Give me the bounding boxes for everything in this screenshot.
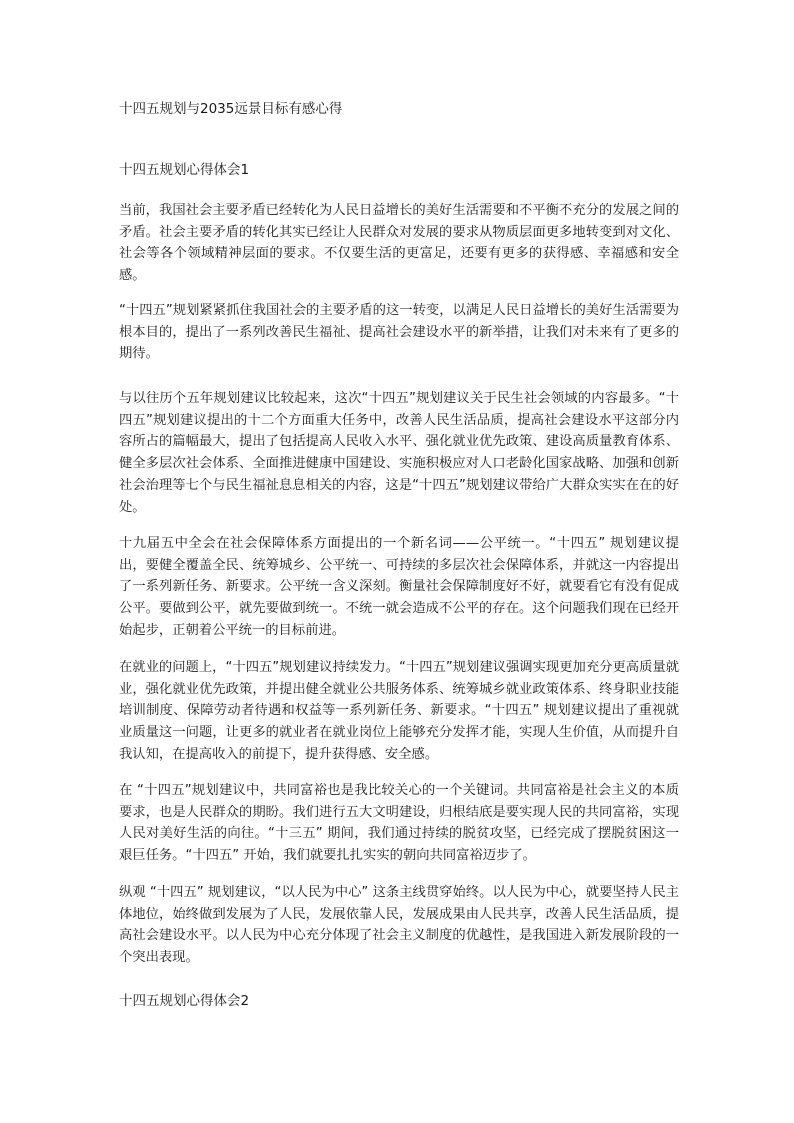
document-title: 十四五规划与2035远景目标有感心得	[119, 101, 343, 117]
paragraph-2: “十四五”规划紧紧抓住我国社会的主要矛盾的这一转变，以满足人民日益增长的美好生活需要为根本目的，提出了一系列改善民生福祉、提高社会建设水平的新举措，让我们对未来有了更多的期待。	[119, 303, 679, 362]
section-heading-1: 十四五规划心得体会1	[119, 162, 250, 178]
paragraph-1: 当前，我国社会主要矛盾已经转化为人民日益增长的美好生活需要和不平衡不充分的发展之间的矛盾。社会主要矛盾的转化其实已经让人民群众对发展的要求从物质层面更多地转变到对文化、社会等各个领域精神层面的要求。不仅要生活的更富足，还要有更多的获得感、幸福感和安全感。	[119, 203, 679, 284]
paragraph-4: 十九届五中全会在社会保障体系方面提出的一个新名词——公平统一。“十四五” 规划建议提出，要健全覆盖全民、统筹城乡、公平统一、可持续的多层次社会保障体系，并就这一内容提出了一系列新任务、新要求。公平统一含义深刻。衡量社会保障制度好不好，就要看它有没有促成公平。要做到公平，就先要做到统一。不统一就会造成不公平的存在。这个问题我们现在已经开始起步，正朝着公平统一的目标前进。	[119, 536, 679, 638]
paragraph-6: 在 “十四五”规划建议中，共同富裕也是我比较关心的一个关键词。共同富裕是社会主义的本质要求，也是人民群众的期盼。我们进行五大文明建设，归根结底是要实现人民的共同富裕，实现人民对美好生活的向往。“十三五” 期间，我们通过持续的脱贫攻坚，已经完成了摆脱贫困这一艰巨任务。“十四五” 开始，我们就要扎扎实实的朝向共同富裕迈步了。	[119, 783, 679, 864]
section-heading-2: 十四五规划心得体会2	[119, 993, 250, 1009]
paragraph-7: 纵观 “十四五” 规划建议，“以人民为中心” 这条主线贯穿始终。以人民为中心，就要坚持人民主体地位，始终做到发展为了人民，发展依靠人民，发展成果由人民共享，改善人民生活品质，提高社会建设水平。以人民为中心充分体现了社会主义制度的优越性，是我国进入新发展阶段的一个突出表现。	[119, 885, 679, 966]
paragraph-3: 与以往历个五年规划建议比较起来，这次“十四五”规划建议关于民生社会领域的内容最多。“十四五”规划建议提出的十二个方面重大任务中，改善人民生活品质，提高社会建设水平这部分内容所占的篇幅最大，提出了包括提高人民收入水平、强化就业优先政策、建设高质量教育体系、健全多层次社会体系、全面推进健康中国建设、实施积极应对人口老龄化国家战略、加强和创新社会治理等七个与民生福祉息息相关的内容，这是“十四五”规划建议带给广大群众实实在在的好处。	[119, 391, 679, 515]
paragraph-5: 在就业的问题上，“十四五”规划建议持续发力。“十四五”规划建议强调实现更加充分更高质量就业，强化就业优先政策，并提出健全就业公共服务体系、统筹城乡就业政策体系、终身职业技能培训制度、保障劳动者待遇和权益等一系列新任务、新要求。“十四五” 规划建议提出了重视就业质量这一问题，让更多的就业者在就业岗位上能够充分发挥才能，实现人生价值，从而提升自我认知，在提高收入的前提下，提升获得感、安全感。	[119, 660, 679, 762]
